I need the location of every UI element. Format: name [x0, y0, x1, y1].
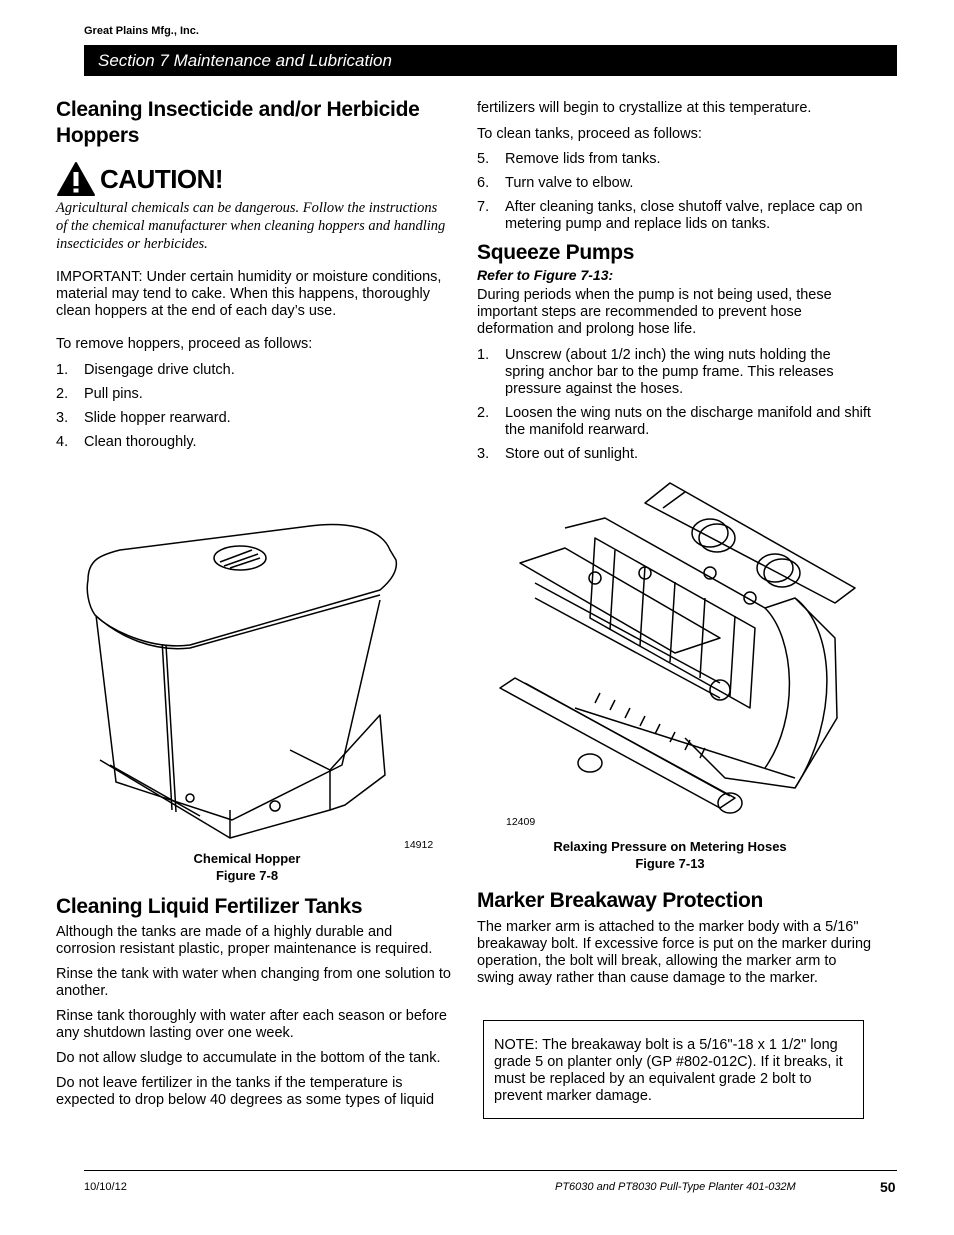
caption-figure-label: Figure 7-8	[215, 868, 279, 883]
fertilizer-para-1: Although the tanks are made of a highly durable and corrosion resistant plastic, proper maintenance is required.	[56, 924, 433, 957]
list-item: 6. Turn valve to elbow.	[477, 175, 634, 191]
list-item: 4. Clean thoroughly.	[56, 434, 197, 450]
heading-squeeze-pumps: Squeeze Pumps	[477, 241, 635, 264]
footer-document-title: PT6030 and PT8030 Pull-Type Planter 401-032M	[555, 1181, 796, 1193]
figure-caption	[147, 850, 347, 884]
caption-title: Chemical Hopper	[193, 851, 301, 866]
fertilizer-para-2: Rinse the tank with water when changing from one solution to another.	[56, 966, 451, 999]
list-item: 1. Disengage drive clutch.	[56, 362, 235, 378]
fertilizer-para-4: Do not allow sludge to accumulate in the bottom of the tank.	[56, 1050, 441, 1066]
caution-banner	[56, 159, 451, 199]
page-number: 50	[880, 1179, 896, 1195]
continued-text: fertilizers will begin to crystallize at this temperature.	[477, 100, 812, 116]
clean-intro: To clean tanks, proceed as follows:	[477, 126, 702, 142]
left-column	[56, 97, 451, 458]
note-text: NOTE: The breakaway bolt is a 5/16"-18 x 1 1/2" long grade 5 on planter only (GP #802-012C). If it breaks, it must be replaced by an equivalent grade 2 bolt to prevent marker damage.	[494, 1037, 843, 1104]
caution-text: Agricultural chemicals can be dangerous. Follow the instructions of the chemical manufacturer when cleaning hoppers and handling insecticides or herbicides.	[56, 200, 446, 252]
footer-divider	[84, 1170, 897, 1171]
pump-paragraph: During periods when the pump is not being used, these important steps are recommended to prevent hose deformation and prolong hose life.	[477, 287, 832, 337]
metering-pump-illustration	[495, 478, 865, 830]
figure-caption	[520, 838, 820, 872]
heading-marker-breakaway: Marker Breakaway Protection	[477, 889, 764, 912]
list-item: 7. After cleaning tanks, close shutoff valve, replace cap on metering pump and replace lids on tanks.	[477, 199, 863, 232]
pump-steps-list	[477, 347, 872, 463]
caption-title: Relaxing Pressure on Metering Hoses	[553, 839, 787, 854]
heading-fertilizer-tanks: Cleaning Liquid Fertilizer Tanks	[56, 895, 363, 918]
clean-steps-list	[477, 151, 872, 233]
chemical-hopper-illustration	[80, 520, 410, 850]
section-header-bar: Section 7 Maintenance and Lubrication	[84, 45, 897, 76]
list-item: 2. Pull pins.	[56, 386, 143, 402]
caption-figure-label: Figure 7-13	[635, 856, 705, 871]
warning-triangle-icon	[56, 161, 96, 197]
marker-paragraph: The marker arm is attached to the marker body with a 5/16" breakaway bolt. If excessive force is put on the marker during operation, the bolt will break, allowing the marker arm to swing away rather than cause damage to the marker.	[477, 919, 872, 986]
marker-section	[477, 888, 872, 987]
fertilizer-para-5: Do not leave fertilizer in the tanks if the temperature is expected to drop below 40 degrees as some types of liquid	[56, 1075, 435, 1108]
right-column	[477, 97, 872, 470]
caution-label: CAUTION!	[100, 163, 224, 194]
list-item: 5. Remove lids from tanks.	[477, 151, 661, 167]
remove-intro: To remove hoppers, proceed as follows:	[56, 336, 313, 352]
fertilizer-section	[56, 894, 451, 1109]
heading-cleaning-hoppers: Cleaning Insecticide and/or Herbicide Hoppers	[56, 98, 420, 147]
refer-figure: Refer to Figure 7-13:	[477, 267, 614, 283]
list-item: 3. Store out of sunlight.	[477, 446, 638, 462]
list-item: 3. Slide hopper rearward.	[56, 410, 231, 426]
remove-steps-list	[56, 362, 451, 451]
important-paragraph: IMPORTANT: Under certain humidity or moisture conditions, material may tend to cake. When this happens, thoroughly clean hoppers at the end of each day’s use.	[56, 269, 442, 319]
list-item: 1. Unscrew (about 1/2 inch) the wing nuts holding the spring anchor bar to the pump frame. This releases pressure against the hoses.	[477, 347, 834, 397]
fertilizer-para-3: Rinse tank thoroughly with water after each season or before any shutdown lasting over one week.	[56, 1008, 447, 1041]
footer-date: 10/10/12	[84, 1181, 127, 1193]
company-name: Great Plains Mfg., Inc.	[84, 25, 199, 37]
list-item: 2. Loosen the wing nuts on the discharge manifold and shift the manifold rearward.	[477, 405, 871, 438]
figure-number: 14912	[404, 839, 434, 851]
figure-number: 12409	[506, 816, 536, 828]
note-box	[483, 1020, 864, 1119]
